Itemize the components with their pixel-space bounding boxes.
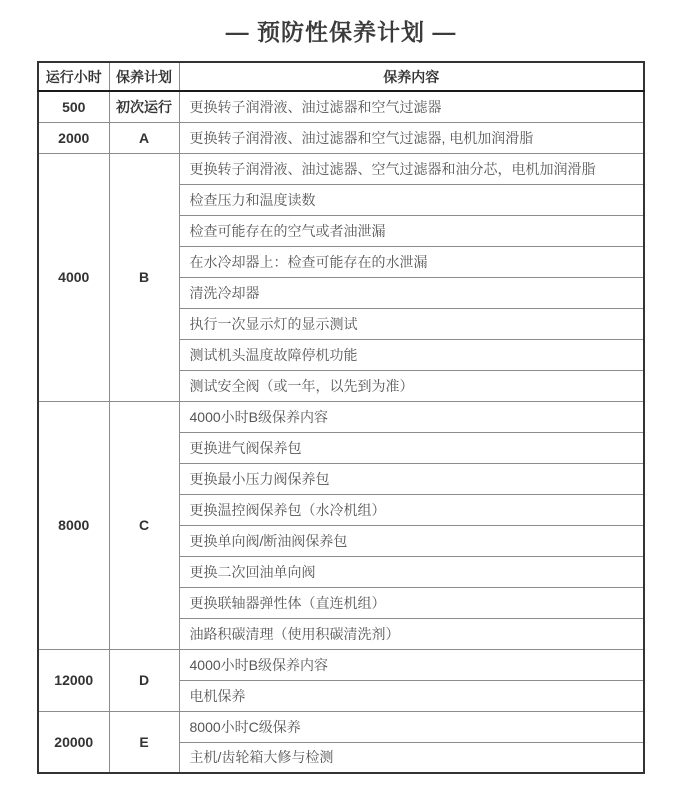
- table-row: [38, 711, 644, 742]
- operating-hours-cell: 2000: [38, 122, 109, 153]
- maintenance-content-cell: 更换温控阀保养包（水冷机组）: [179, 494, 644, 525]
- maintenance-content-cell: 在水冷却器上：检查可能存在的水泄漏: [179, 246, 644, 277]
- maintenance-content-cell: 4000小时B级保养内容: [179, 401, 644, 432]
- maintenance-content-cell: 更换单向阀/断油阀保养包: [179, 525, 644, 556]
- maintenance-content-cell: 更换联轴器弹性体（直连机组）: [179, 587, 644, 618]
- maintenance-plan-cell: D: [109, 649, 179, 711]
- page-title: — 预防性保养计划 —: [225, 19, 457, 45]
- maintenance-plan-cell: B: [109, 153, 179, 401]
- maintenance-content-cell: 更换进气阀保养包: [179, 432, 644, 463]
- maintenance-content-cell: 测试安全阀（或一年，以先到为准）: [179, 370, 644, 401]
- maintenance-content-cell: 检查可能存在的空气或者油泄漏: [179, 215, 644, 246]
- col-header-maintenance-plan: 保养计划: [109, 62, 179, 91]
- maintenance-plan-cell: C: [109, 401, 179, 649]
- maintenance-content-cell: 更换转子润滑液、油过滤器、空气过滤器和油分芯，电机加润滑脂: [179, 153, 644, 184]
- table-row: [38, 91, 644, 122]
- col-header-maintenance-content: 保养内容: [179, 62, 644, 91]
- operating-hours-cell: 4000: [38, 153, 109, 401]
- operating-hours-cell: 20000: [38, 711, 109, 773]
- maintenance-content-cell: 4000小时B级保养内容: [179, 649, 644, 680]
- maintenance-content-cell: 更换最小压力阀保养包: [179, 463, 644, 494]
- operating-hours-cell: 500: [38, 91, 109, 122]
- maintenance-plan-cell: A: [109, 122, 179, 153]
- maintenance-content-cell: 更换转子润滑液、油过滤器和空气过滤器: [179, 91, 644, 122]
- maintenance-plan-cell: E: [109, 711, 179, 773]
- maintenance-content-cell: 油路积碳清理（使用积碳清洗剂）: [179, 618, 644, 649]
- maintenance-content-cell: 清洗冷却器: [179, 277, 644, 308]
- maintenance-plan-cell: 初次运行: [109, 91, 179, 122]
- maintenance-content-cell: 更换二次回油单向阀: [179, 556, 644, 587]
- table-row: [38, 649, 644, 680]
- table-row: [38, 122, 644, 153]
- table-header: [38, 62, 644, 91]
- maintenance-content-cell: 执行一次显示灯的显示测试: [179, 308, 644, 339]
- header-row: [38, 62, 644, 91]
- operating-hours-cell: 12000: [38, 649, 109, 711]
- maintenance-content-cell: 检查压力和温度读数: [179, 184, 644, 215]
- operating-hours-cell: 8000: [38, 401, 109, 649]
- maintenance-content-cell: 测试机头温度故障停机功能: [179, 339, 644, 370]
- maintenance-content-cell: 电机保养: [179, 680, 644, 711]
- table-row: [38, 401, 644, 432]
- col-header-operating-hours: 运行小时: [38, 62, 109, 91]
- maintenance-content-cell: 主机/齿轮箱大修与检测: [179, 742, 644, 773]
- maintenance-table: [37, 61, 645, 774]
- maintenance-table-body: [38, 91, 644, 773]
- table-row: [38, 153, 644, 184]
- maintenance-content-cell: 更换转子润滑液、油过滤器和空气过滤器, 电机加润滑脂: [179, 122, 644, 153]
- maintenance-content-cell: 8000小时C级保养: [179, 711, 644, 742]
